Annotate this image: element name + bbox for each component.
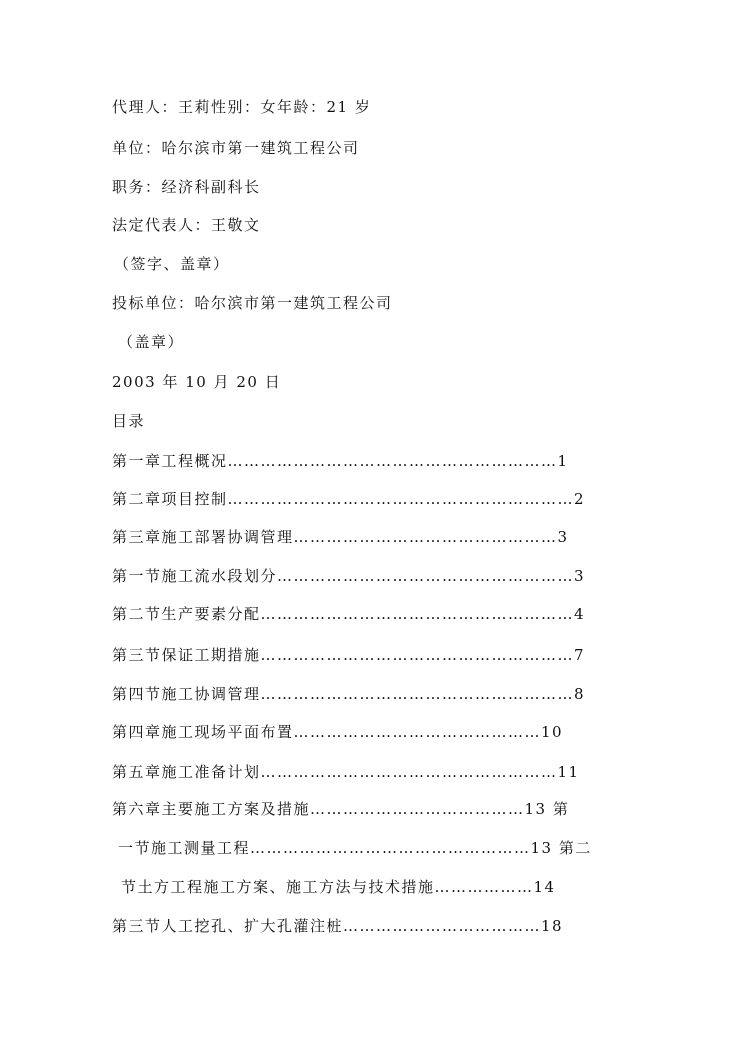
stamp-note: （盖章） [118,333,185,351]
toc-entry[interactable]: 第三节保证工期措施…………………………………………………7 [112,646,586,664]
agent-line: 代理人：王莉性别：女年龄：21 岁 [112,98,372,116]
toc-entry[interactable]: 第一节施工流水段划分………………………………………………3 [112,567,586,585]
toc-entry[interactable]: 一节施工测量工程……………………………………………13 第二 [118,839,592,857]
toc-entry[interactable]: 第二章项目控制………………………………………………………2 [112,490,586,508]
legal-representative-line: 法定代表人：王敬文 [112,216,261,234]
toc-entry[interactable]: 第一章工程概况……………………………………………………1 [112,452,569,470]
toc-entry[interactable]: 第六章主要施工方案及措施…………………………………13 第 [112,800,570,818]
date-line: 2003 年 10 月 20 日 [112,373,282,391]
signature-stamp-note: （签字、盖章） [114,255,230,273]
position-line: 职务：经济科副科长 [112,178,261,196]
toc-entry[interactable]: 第二节生产要素分配…………………………………………………4 [112,605,586,623]
unit-line: 单位：哈尔滨市第一建筑工程公司 [112,139,360,157]
bidder-line: 投标单位：哈尔滨市第一建筑工程公司 [112,294,393,312]
toc-entry[interactable]: 第四节施工协调管理…………………………………………………8 [112,685,586,703]
toc-entry[interactable]: 第五章施工准备计划………………………………………………11 [112,763,580,781]
toc-entry[interactable]: 第三节人工挖孔、扩大孔灌注桩………………………………18 [112,917,564,935]
toc-heading: 目录 [112,412,146,430]
toc-entry[interactable]: 节土方工程施工方案、施工方法与技术措施………………14 [121,878,556,896]
toc-entry[interactable]: 第四章施工现场平面布置………………………………………10 [112,723,564,741]
toc-entry[interactable]: 第三章施工部署协调管理…………………………………………3 [112,528,569,546]
